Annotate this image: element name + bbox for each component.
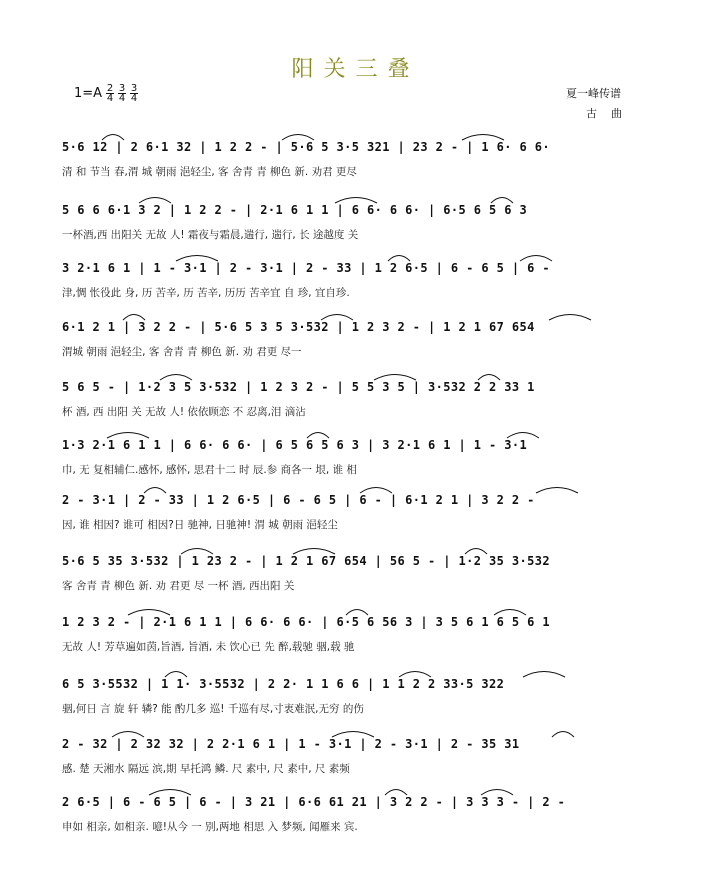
slur-arc [332,732,374,738]
credits [566,84,636,124]
key-signature [74,84,138,103]
slur-marks [62,368,638,382]
slur-arc [123,315,145,321]
lyrics-line: 渭城 朝雨 浥轻尘, 客 舍青 青 柳色 新. 劝 君更 尽一 [62,346,302,358]
slur-arc [346,610,368,616]
slur-arc [321,315,353,321]
slur-arc [520,256,552,262]
lyrics-line: 因, 谁 相因? 谁可 相因?日 驰神, 日驰神! 渭 城 朝雨 浥轻尘 [62,519,338,531]
slur-arc [176,256,218,262]
lyrics-line: 巾, 无 复相辅仁.感怀, 感怀, 思君十二 时 辰.参 商各一 垠, 谁 相 [62,464,357,476]
slur-arc [385,790,407,796]
slur-marks [62,426,638,440]
notation-line: 1 2 3 2 - | 2·1 6 1 1 | 6 6· 6 6· | 6·5 6 56 3 | 3 5 6 1 6 5 6 1 [62,615,550,629]
score-system [62,493,638,531]
score-system [62,380,638,418]
slur-arc [491,198,513,204]
slur-arc [165,672,187,678]
song-title: 阳关三叠 [291,57,420,82]
notation-line: 5 6 6 6·1 3 2 | 1 2 2 - | 2·1 6 1 1 | 6 6· 6 6· | 6·5 6 5 6 3 [62,203,528,217]
slur-arc [523,672,565,678]
slur-arc [128,610,170,616]
slur-arc [293,549,335,555]
slur-arc [462,135,504,141]
slur-arc [465,549,487,555]
score-system [62,438,638,476]
slur-marks [62,191,638,205]
slur-arc [149,790,191,796]
lyrics-line: 津,惆 怅役此 身, 历 苦辛, 历 苦辛, 历历 苦辛宜 自 珍, 宜自珍. [62,287,350,299]
key-label: 1=A [74,86,103,101]
score-system [62,261,638,299]
slur-marks [62,783,638,797]
slur-marks [62,725,638,739]
slur-arc [481,790,513,796]
lyrics-line: 骃,何日 言 旋 轩 辚? 能 酌几多 巡! 千巡有尽,寸衷难泯,无穷 的伤 [62,703,364,715]
notation-line: 3 2·1 6 1 | 1 - 3·1 | 2 - 3·1 | 2 - 33 | 1 2 6·5 | 6 - 6 5 | 6 - [62,261,550,275]
lyrics-line: 申如 相亲, 如相亲. 噫!从今 一 别,两地 相思 入 梦频, 闻雁来 宾. [62,821,358,833]
lyrics-line: 无故 人! 芳草遍如茵,旨酒, 旨酒, 未 饮心已 先 醉,载驰 骃,载 驰 [62,641,355,653]
slur-arc [102,135,124,141]
slur-marks [62,128,638,142]
slur-arc [160,375,192,381]
slur-arc [374,375,416,381]
transcriber-credit: 夏一峰传谱 [566,87,621,100]
score-system [62,140,638,178]
slur-marks [62,249,638,263]
score-system [62,737,638,775]
slur-arc [388,256,410,262]
lyrics-line: 清 和 节当 春,渭 城 朝雨 浥轻尘, 客 舍青 青 柳色 新. 劝君 更尽 [62,166,357,178]
slur-arc [507,433,539,439]
notation-line: 2 - 32 | 2 32 32 | 2 2·1 6 1 | 1 - 3·1 | 2 - 3·1 | 2 - 35 31 [62,737,520,751]
score-system [62,795,638,833]
slur-arc [181,549,213,555]
notation-line: 6 5 3·5532 | 1 1· 3·5532 | 2 2· 1 1 6 6 | 1 1 2 2 33·5 322 [62,677,505,691]
lyrics-line: 客 舍青 青 柳色 新. 劝 君更 尽 一杯 酒, 西出阳 关 [62,580,295,592]
slur-arc [494,610,526,616]
score-system [62,203,638,241]
slur-marks [62,542,638,556]
slur-arc [360,488,392,494]
score-system [62,554,638,592]
time-signature: $\frac{3}{4}$ [130,83,138,104]
slur-arc [536,488,578,494]
slur-arc [307,433,329,439]
lyrics-line: 一杯酒,西 出阳关 无故 人! 霜夜与霜晨,遄行, 遄行, 长 途越度 关 [62,229,359,241]
slur-marks [62,665,638,679]
slur-marks [62,481,638,495]
score-system [62,320,638,358]
notation-line: 5·6 12 | 2 6·1 32 | 1 2 2 - | 5·6 5 3·5 321 | 23 2 - | 1 6· 6 6· [62,140,550,154]
score-system [62,615,638,653]
slur-arc [549,315,591,321]
slur-marks [62,603,638,617]
slur-arc [335,198,377,204]
slur-arc [112,732,144,738]
lyrics-line: 杯 酒, 西 出阳 关 无故 人! 依依顾恋 不 忍离,泪 滴沾 [62,406,306,418]
slur-arc [144,488,166,494]
slur-arc [552,732,574,738]
composer-credit: 古曲 [586,107,636,120]
notation-line: 5·6 5 35 3·532 | 1 23 2 - | 1 2 1 67 654 | 56 5 - | 1·2 35 3·532 [62,554,550,568]
time-signature: $\frac{2}{4}$ [106,83,114,104]
lyrics-line: 感. 楚 天湘水 隔远 滨,期 早托鸿 鳞. 尺 素中, 尺 素中, 尺 素频 [62,763,350,775]
score-system [62,677,638,715]
time-signature: $\frac{3}{4}$ [118,83,126,104]
slur-arc [282,135,314,141]
slur-marks [62,308,638,322]
notation-line: 5 6 5 - | 1·2 3 5 3·532 | 1 2 3 2 - | 5 5 3 5 | 3·532 2 2 33 1 [62,380,535,394]
slur-arc [399,672,431,678]
notation-line: 2 - 3·1 | 2 - 33 | 1 2 6·5 | 6 - 6 5 | 6 - | 6·1 2 1 | 3 2 2 - [62,493,535,507]
notation-line: 6·1 2 1 | 3 2 2 - | 5·6 5 3 5 3·532 | 1 2 3 2 - | 1 2 1 67 654 [62,320,535,334]
slur-arc [139,198,171,204]
slur-arc [478,375,500,381]
notation-line: 1·3 2·1 6 1 1 | 6 6· 6 6· | 6 5 6 5 6 3 | 3 2·1 6 1 | 1 - 3·1 [62,438,528,452]
slur-arc [107,433,149,439]
notation-line: 2 6·5 | 6 - 6 5 | 6 - | 3 21 | 6·6 61 21 | 3 2 2 - | 3 3 3 - | 2 - [62,795,566,809]
